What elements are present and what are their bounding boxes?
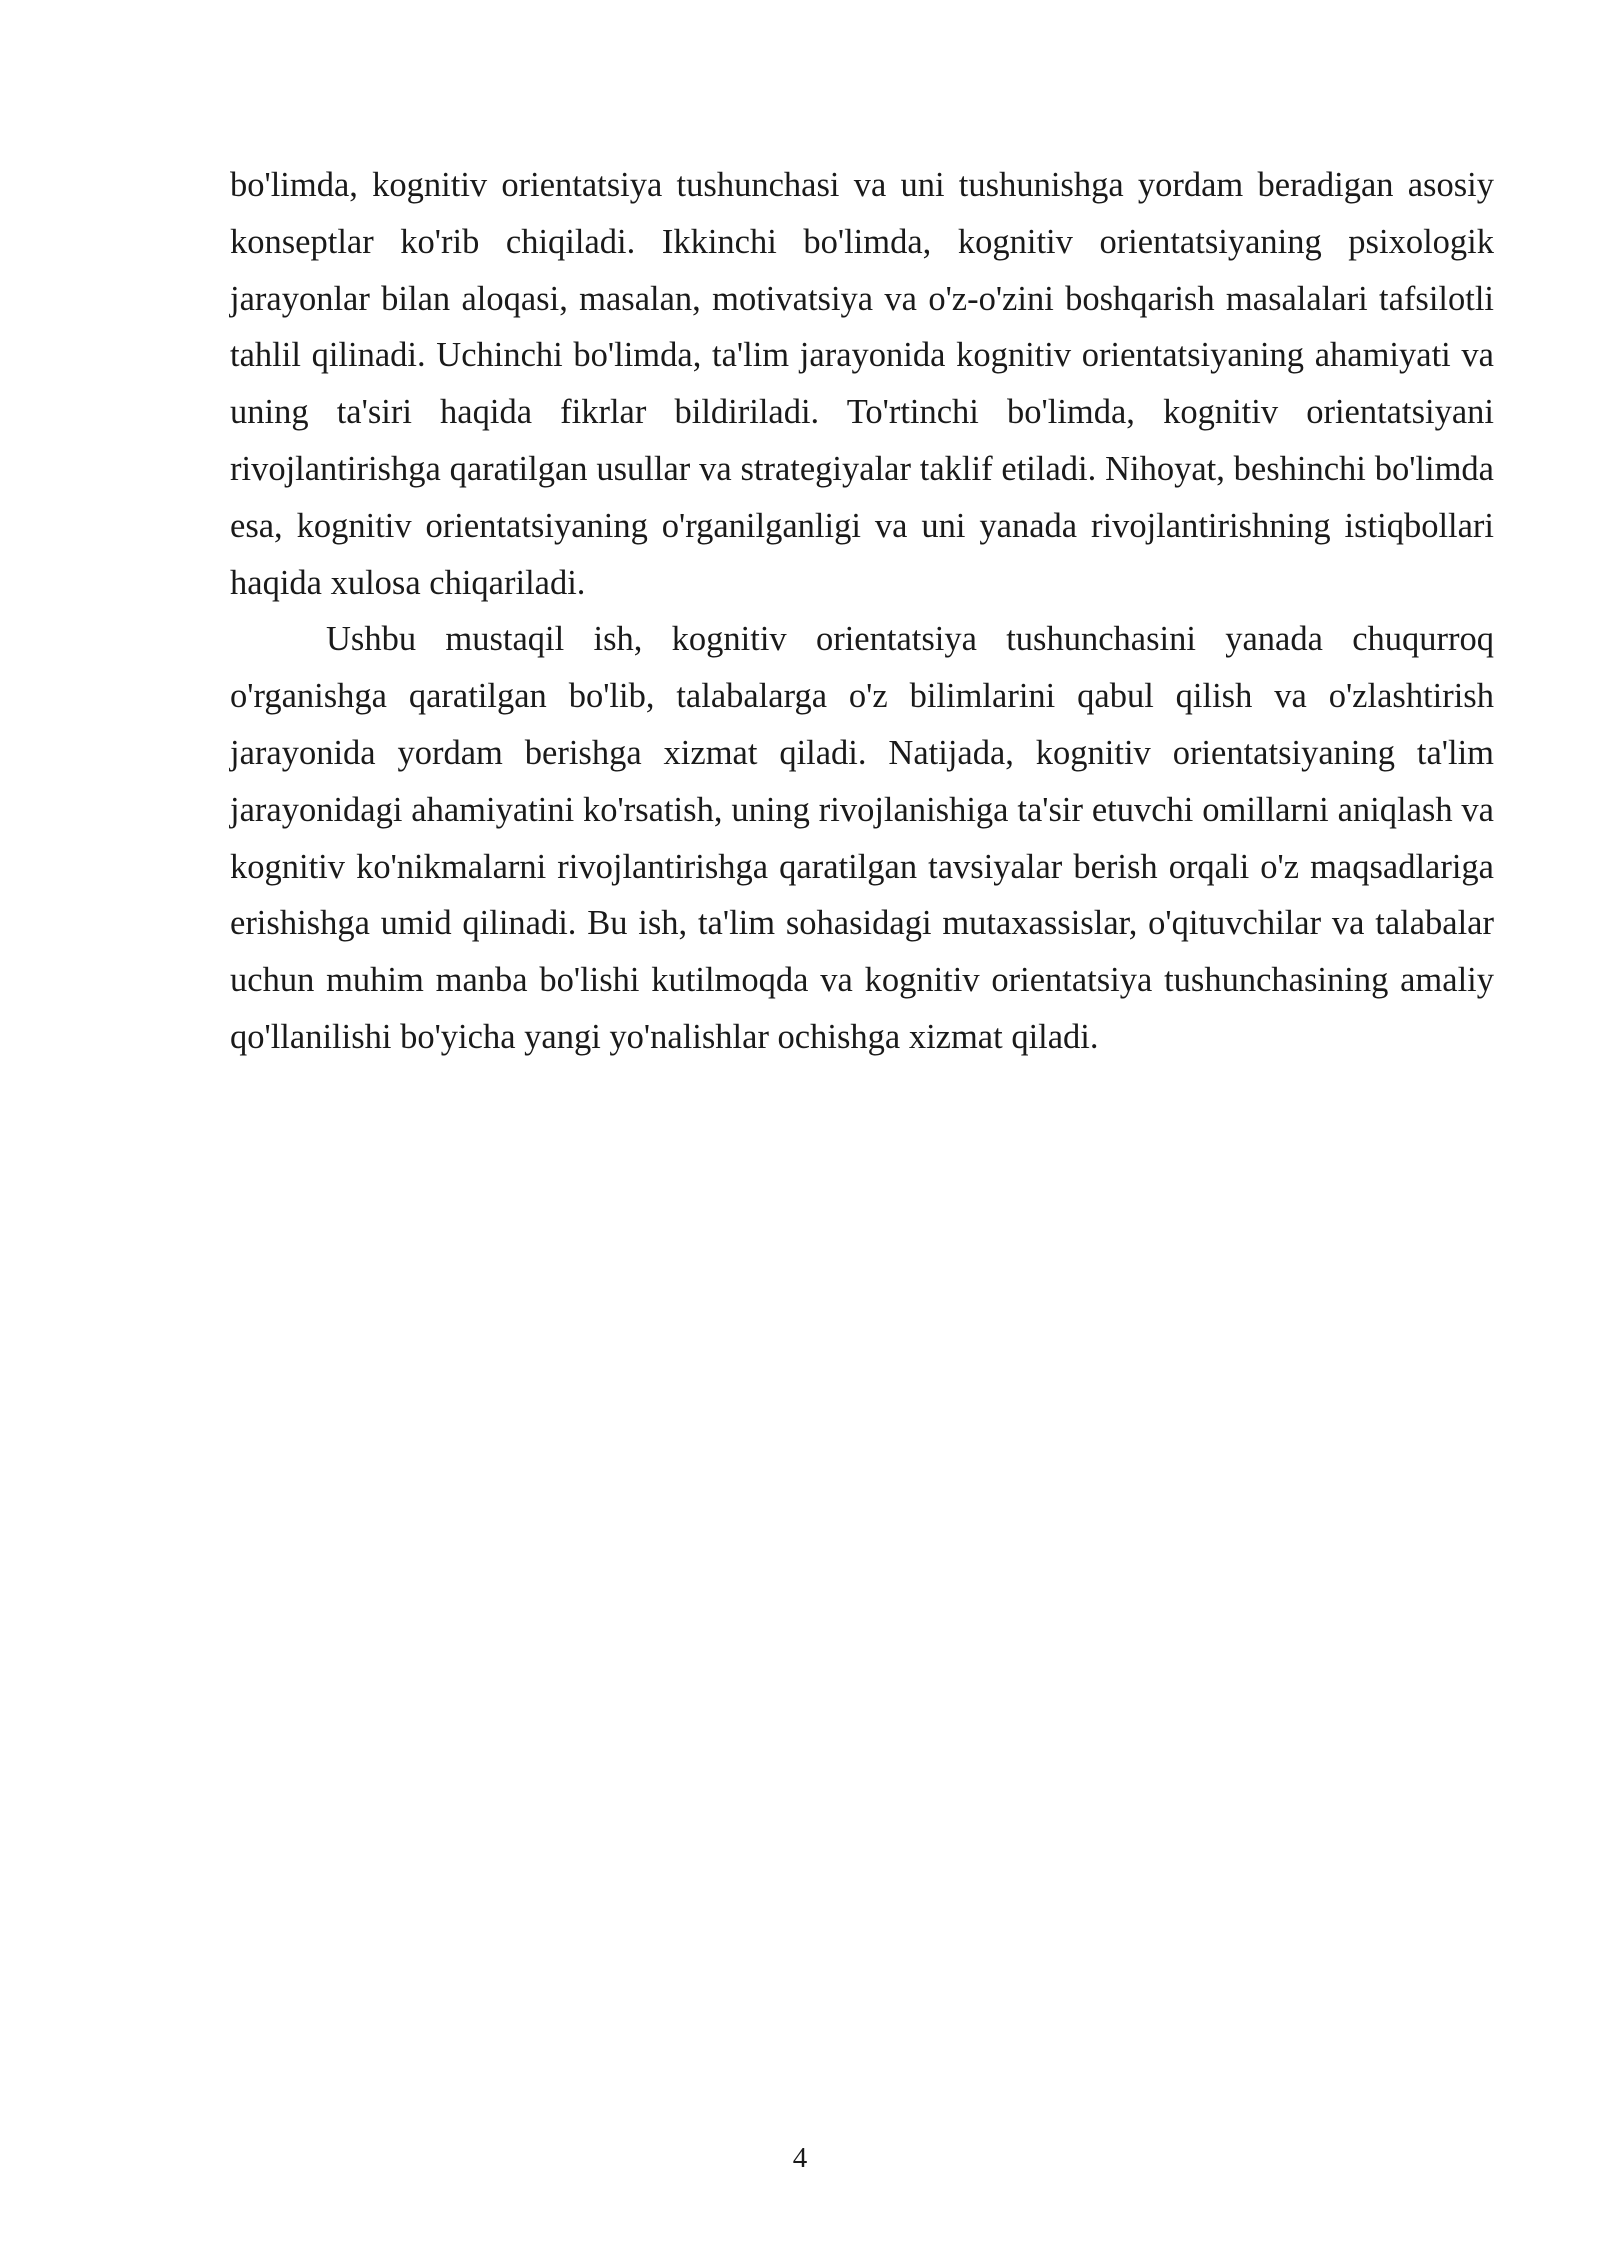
paragraph-continuation: bo'limda, kognitiv orientatsiya tushunchasi va uni tushunishga yordam beradigan asosiy konseptlar ko'rib chiqiladi. Ikkinchi bo'limda, kognitiv orientatsiyaning psixologik jarayonlar bilan aloqasi, masalan, motivatsiya va o'z-o'zini boshqarish masalalari tafsilotli tahlil qilinadi. Uchinchi bo'limda, ta'lim jarayonida kognitiv orientatsiyaning ahamiyati va uning ta'siri haqida fikrlar bildiriladi. To'rtinchi bo'limda, kognitiv orientatsiyani rivojlantirishga qaratilgan usullar va strategiyalar taklif etiladi. Nihoyat, beshinchi bo'limda esa, kognitiv orientatsiyaning o'rganilganligi va uni yanada rivojlantirishning istiqbollari haqida xulosa chiqariladi. <box>230 166 1494 602</box>
document-body <box>230 157 1494 1066</box>
page-number: 4 <box>792 2142 808 2174</box>
paragraph-conclusion: Ushbu mustaqil ish, kognitiv orientatsiya tushunchasini yanada chuqurroq o'rganishga qaratilgan bo'lib, talabalarga o'z bilimlarini qabul qilish va o'zlashtirish jarayonida yordam berishga xizmat qiladi. Natijada, kognitiv orientatsiyaning ta'lim jarayonidagi ahamiyatini ko'rsatish, uning rivojlanishiga ta'sir etuvchi omillarni aniqlash va kognitiv ko'nikmalarni rivojlantirishga qaratilgan tavsiyalar berish orqali o'z maqsadlariga erishishga umid qilinadi. Bu ish, ta'lim sohasidagi mutaxassislar, o'qituvchilar va talabalar uchun muhim manba bo'lishi kutilmoqda va kognitiv orientatsiya tushunchasining amaliy qo'llanilishi bo'yicha yangi yo'nalishlar ochishga xizmat qiladi. <box>230 620 1494 1056</box>
